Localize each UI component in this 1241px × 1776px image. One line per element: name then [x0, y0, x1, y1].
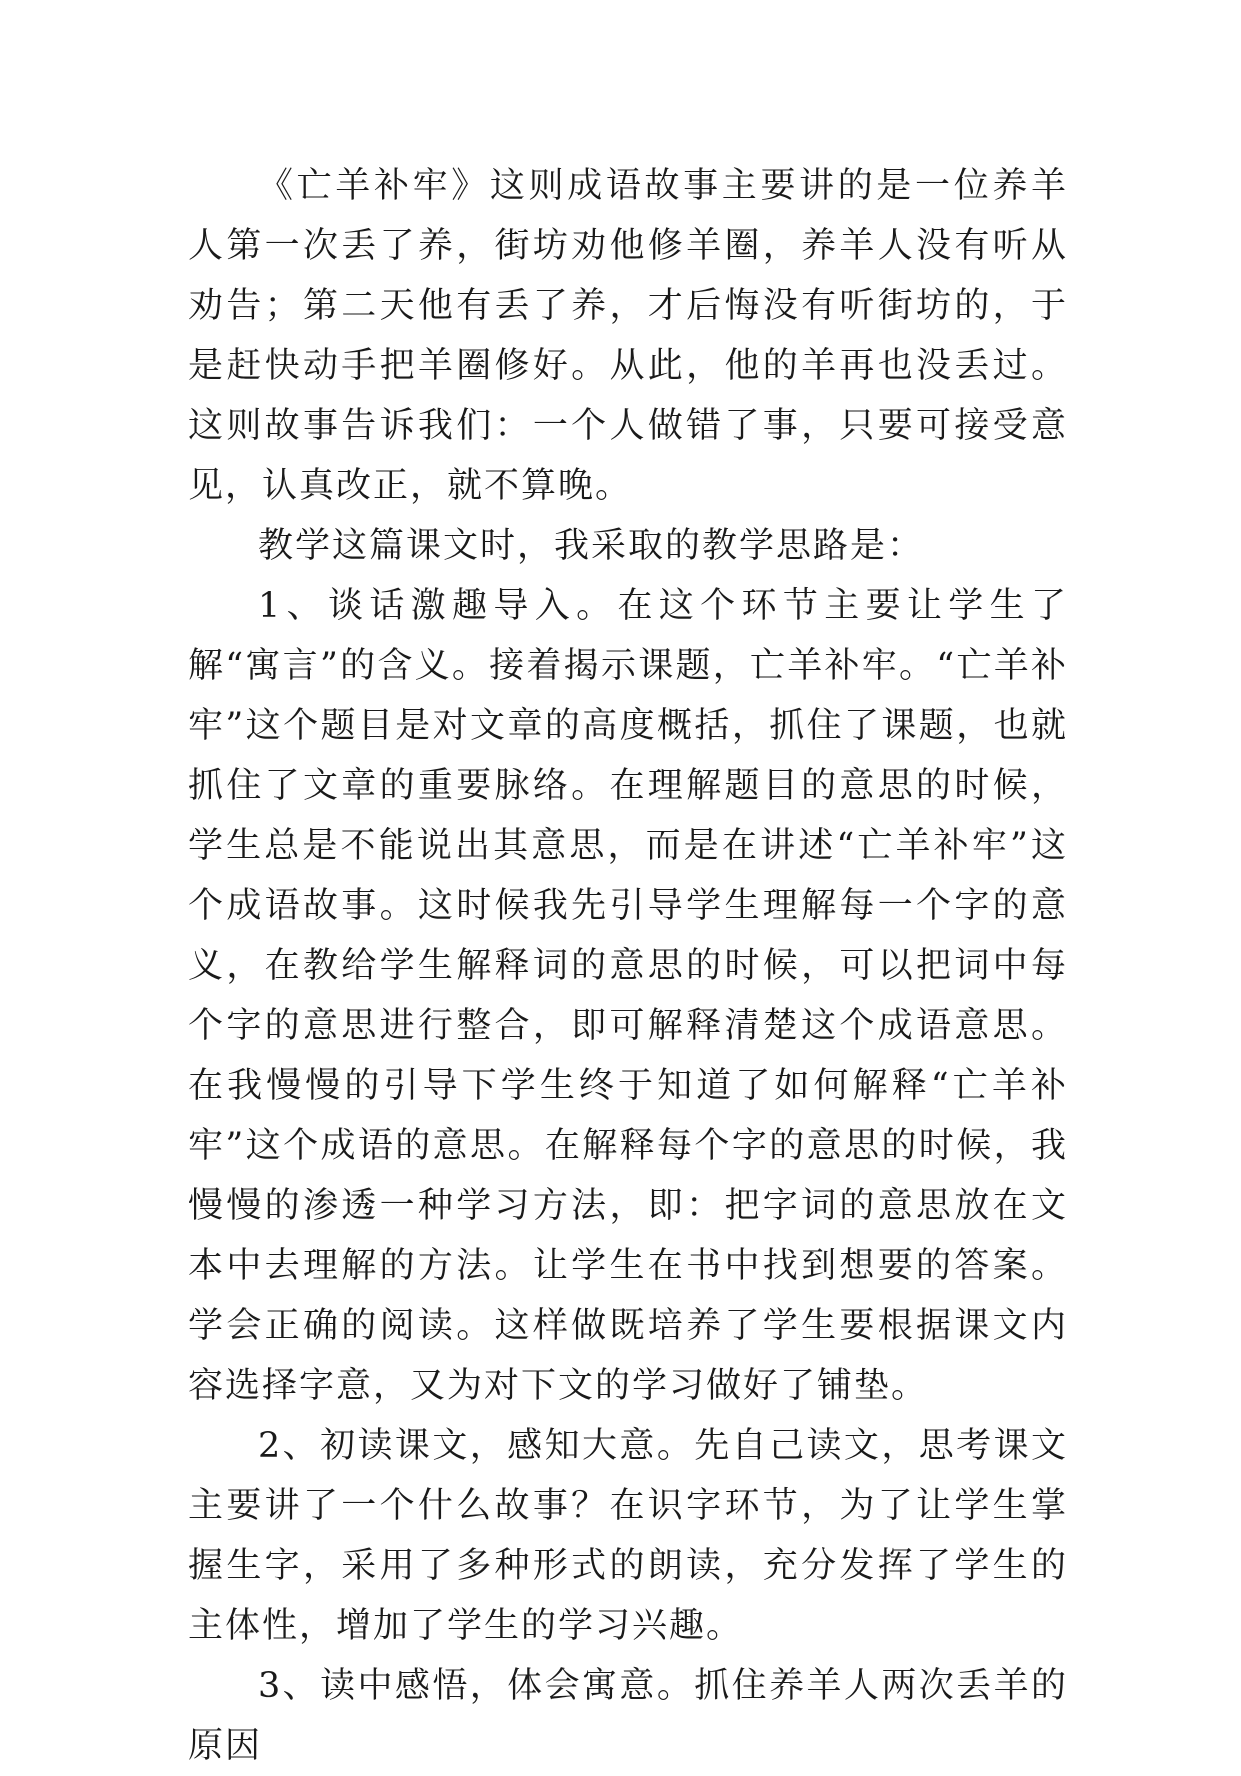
paragraph-step-1: 1、谈话激趣导入。在这个环节主要让学生了解“寓言”的含义。接着揭示课题，亡羊补牢。“亡羊补牢”这个题目是对文章的高度概括，抓住了课题，也就抓住了文章的重要脉络。在理解题目的意思的时候，学生总是不能说出其意思，而是在讲述“亡羊补牢”这个成语故事。这时候我先引导学生理解每一个字的意义，在教给学生解释词的意思的时候，可以把词中每个字的意思进行整合，即可解释清楚这个成语意思。在我慢慢的引导下学生终于知道了如何解释“亡羊补牢”这个成语的意思。在解释每个字的意思的时候，我慢慢的渗透一种学习方法，即：把字词的意思放在文本中去理解的方法。让学生在书中找到想要的答案。学会正确的阅读。这样做既培养了学生要根据课文内容选择字意，又为对下文的学习做好了铺垫。 — [188, 586, 1068, 1406]
paragraph-step-2: 2、初读课文，感知大意。先自己读文，思考课文主要讲了一个什么故事？在识字环节，为了让学生掌握生字，采用了多种形式的朗读，充分发挥了学生的主体性，增加了学生的学习兴趣。 — [188, 1426, 1068, 1646]
paragraph-story-summary: 《亡羊补牢》这则成语故事主要讲的是一位养羊人第一次丢了养，街坊劝他修羊圈，养羊人没有听从劝告；第二天他有丢了养，才后悔没有听街坊的，于是赶快动手把羊圈修好。从此，他的羊再也没丢过。这则故事告诉我们：一个人做错了事，只要可接受意见，认真改正，就不算晚。 — [188, 166, 1068, 506]
document-body — [188, 156, 1068, 1776]
paragraph-teaching-intro: 教学这篇课文时，我采取的教学思路是： — [258, 526, 925, 566]
paragraph-step-3: 3、读中感悟，体会寓意。抓住养羊人两次丢羊的原因 — [188, 1666, 1068, 1766]
